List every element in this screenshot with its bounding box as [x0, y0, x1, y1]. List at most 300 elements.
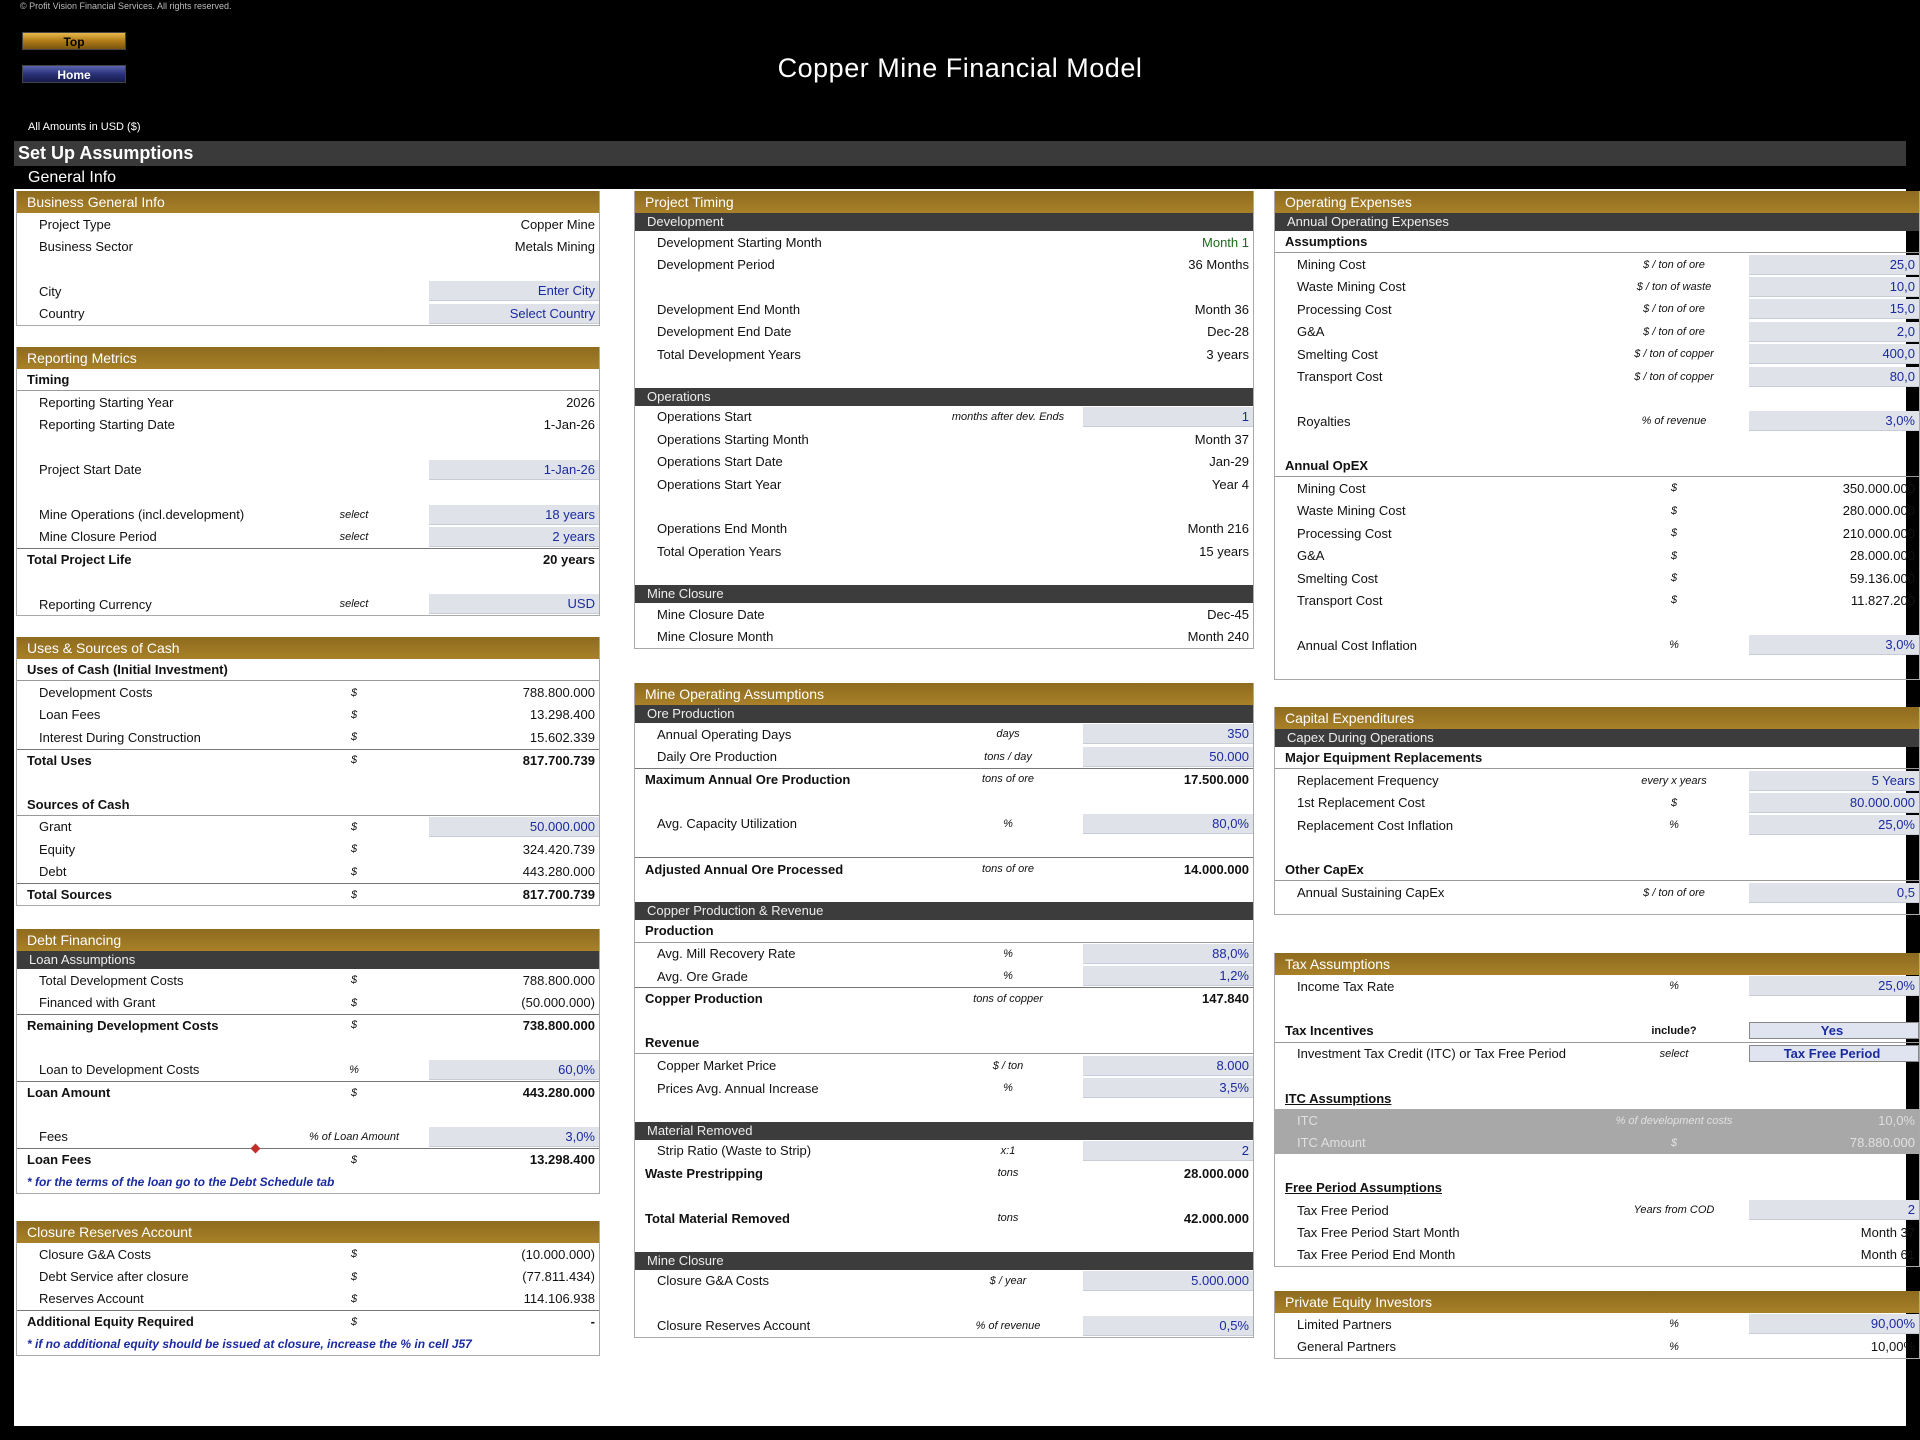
- row-label: 1st Replacement Cost: [1297, 795, 1425, 811]
- replacement-cost-input[interactable]: 80.000.000: [1749, 793, 1919, 813]
- row-label: Closure Reserves Account: [657, 1318, 811, 1334]
- table-row: [635, 987, 1253, 1009]
- table-row: [635, 625, 1253, 647]
- table-row: [17, 659, 599, 681]
- recovery-input[interactable]: 88,0%: [1083, 944, 1253, 964]
- row-label: G&A: [1297, 548, 1325, 564]
- row-label: Avg. Capacity Utilization: [657, 816, 797, 832]
- row-label: Tax Free Period Start Month: [1297, 1224, 1460, 1240]
- row-label: Tax Free Period End Month: [1297, 1247, 1456, 1263]
- row-label: Strip Ratio (Waste to Strip): [657, 1143, 812, 1159]
- closure-reserves-input[interactable]: 0,5%: [1083, 1316, 1253, 1336]
- mine-ops-select[interactable]: 18 years: [429, 505, 599, 525]
- table-row: [17, 503, 599, 525]
- row-label: Other CapEx: [1285, 862, 1364, 878]
- mining-cost-input[interactable]: 25,0: [1749, 255, 1919, 275]
- row-label: Replacement Cost Inflation: [1297, 817, 1454, 833]
- section-title: Set Up Assumptions: [14, 141, 1906, 166]
- processing-cost-input[interactable]: 15,0: [1749, 299, 1919, 319]
- home-button[interactable]: Home: [22, 65, 126, 83]
- table-row: [635, 451, 1253, 473]
- table-row: [635, 1032, 1253, 1054]
- row-label: Operations Start: [657, 409, 752, 425]
- table-subheader: Annual Operating Expenses: [1275, 213, 1919, 231]
- table-header: Tax Assumptions: [1275, 953, 1919, 975]
- table-subheader: Development: [635, 213, 1253, 231]
- project-start-input[interactable]: 1-Jan-26: [429, 460, 599, 480]
- copper-price-input[interactable]: 8.000: [1083, 1056, 1253, 1076]
- row-value: 17.500.000: [1183, 771, 1249, 787]
- row-value: 3 years: [1206, 346, 1249, 362]
- tax-table: [1274, 953, 1920, 1267]
- project-timing-table: [634, 191, 1254, 649]
- row-label: Smelting Cost: [1297, 346, 1378, 362]
- tax-incentive-select[interactable]: Yes: [1749, 1022, 1919, 1039]
- row-unit: $: [350, 1248, 358, 1261]
- row-value: 20 years: [542, 552, 595, 568]
- income-tax-input[interactable]: 25,0%: [1749, 976, 1919, 996]
- row-value: Dec-28: [1207, 324, 1249, 340]
- row-label: Mining Cost: [1297, 480, 1366, 496]
- ore-grade-input[interactable]: 1,2%: [1083, 966, 1253, 986]
- table-row: [17, 726, 599, 748]
- row-value: 15 years: [1199, 543, 1249, 559]
- table-row: [635, 406, 1253, 428]
- row-label: Total Development Costs: [39, 972, 184, 988]
- sustaining-capex-input[interactable]: 0,5: [1749, 883, 1919, 903]
- amounts-note: All Amounts in USD ($): [28, 121, 141, 133]
- closure-ga-input[interactable]: 5.000.000: [1083, 1271, 1253, 1291]
- row-label: Income Tax Rate: [1297, 978, 1395, 994]
- country-select[interactable]: Select Country: [429, 304, 599, 324]
- table-header: Uses & Sources of Cash: [17, 637, 599, 659]
- table-row: [1275, 1020, 1919, 1042]
- row-unit: $ / ton of ore: [1643, 886, 1705, 899]
- row-label: Free Period Assumptions: [1285, 1180, 1442, 1196]
- limited-partners-input[interactable]: 90,00%: [1749, 1314, 1919, 1334]
- table-row: [635, 723, 1253, 745]
- row-value: Month 37: [1194, 431, 1249, 447]
- table-row: [17, 235, 599, 257]
- table-row: [635, 1314, 1253, 1336]
- table-row: [1275, 1221, 1919, 1243]
- table-row: [635, 231, 1253, 253]
- row-value: Copper Mine: [520, 216, 595, 232]
- row-value: Jan-29: [1209, 454, 1249, 470]
- row-unit: $: [350, 996, 358, 1009]
- row-unit: every x years: [1641, 774, 1707, 787]
- row-unit: $: [1670, 527, 1678, 540]
- row-label: Processing Cost: [1297, 525, 1392, 541]
- table-subheader: Material Removed: [635, 1122, 1253, 1140]
- row-value: 280.000.000: [1842, 503, 1915, 519]
- currency-select[interactable]: USD: [429, 594, 599, 614]
- table-row: [17, 1265, 599, 1287]
- row-unit: $: [350, 865, 358, 878]
- row-unit: months after dev. Ends: [951, 410, 1065, 423]
- table-row: [1275, 1313, 1919, 1335]
- row-unit: $: [350, 1153, 358, 1166]
- row-unit: select: [339, 598, 369, 611]
- row-label: Prices Avg. Annual Increase: [657, 1080, 819, 1096]
- row-label: Copper Production: [645, 991, 763, 1007]
- table-row: [1275, 1087, 1919, 1109]
- table-row: [17, 1126, 599, 1148]
- table-row: [17, 749, 599, 771]
- inflation-input[interactable]: 3,0%: [1749, 635, 1919, 655]
- row-unit: tons: [997, 1167, 1019, 1180]
- row-value: 114.106.938: [523, 1291, 595, 1307]
- table-row: [1275, 544, 1919, 566]
- row-label: Debt: [39, 864, 67, 880]
- row-value: Month 37: [1860, 1224, 1915, 1240]
- table-row: [17, 969, 599, 991]
- daily-ore-input[interactable]: 50.000: [1083, 747, 1253, 767]
- row-label: Operations Start Date: [657, 454, 783, 470]
- row-value: 788.800.000: [522, 972, 595, 988]
- table-subheader: Ore Production: [635, 705, 1253, 723]
- waste-cost-input[interactable]: 10,0: [1749, 277, 1919, 297]
- row-label: Operations Start Year: [657, 476, 782, 492]
- top-button[interactable]: Top: [22, 32, 126, 50]
- business-info-table: [16, 191, 600, 326]
- table-row: [635, 1140, 1253, 1162]
- private-equity-table: [1274, 1291, 1920, 1359]
- fees-input[interactable]: 3,0%: [429, 1127, 599, 1147]
- transport-cost-input[interactable]: 80,0: [1749, 367, 1919, 387]
- row-unit: Years from COD: [1633, 1204, 1715, 1217]
- table-row: [635, 813, 1253, 835]
- row-unit: %: [1669, 819, 1679, 832]
- row-value: 15.602.339: [529, 729, 595, 745]
- row-label: Assumptions: [1285, 234, 1368, 250]
- row-value: 14.000.000: [1183, 861, 1249, 877]
- row-unit: select: [1659, 1047, 1689, 1060]
- row-value: 147.840: [1202, 991, 1249, 1007]
- row-unit: tons of copper: [973, 992, 1043, 1005]
- table-row: [1275, 1132, 1919, 1154]
- row-unit: % of revenue: [975, 1319, 1041, 1332]
- row-label: Loan Fees: [39, 707, 101, 723]
- table-row: [1275, 634, 1919, 656]
- city-input[interactable]: Enter City: [429, 281, 599, 301]
- ops-start-input[interactable]: 1: [1083, 407, 1253, 427]
- table-row: [17, 1288, 599, 1310]
- row-label: Replacement Frequency: [1297, 773, 1439, 789]
- table-row: [635, 428, 1253, 450]
- row-label: Waste Prestripping: [645, 1165, 763, 1181]
- table-row: [635, 943, 1253, 965]
- row-value: Year 4: [1211, 476, 1249, 492]
- price-increase-input[interactable]: 3,5%: [1083, 1078, 1253, 1098]
- row-unit: $: [1670, 482, 1678, 495]
- table-row: [635, 965, 1253, 987]
- row-label: Mining Cost: [1297, 257, 1366, 273]
- row-label: Development Costs: [39, 685, 153, 701]
- row-value: (50.000.000): [521, 995, 595, 1011]
- table-row: [17, 793, 599, 815]
- row-unit: $ / ton of ore: [1643, 303, 1705, 316]
- row-label: General Partners: [1297, 1339, 1396, 1355]
- table-row: [1275, 792, 1919, 814]
- row-label: Transport Cost: [1297, 369, 1383, 385]
- smelting-cost-input[interactable]: 400,0: [1749, 344, 1919, 364]
- row-label: ITC Assumptions: [1285, 1090, 1392, 1106]
- grant-input[interactable]: 50.000.000: [429, 817, 599, 837]
- row-label: Total Uses: [27, 752, 92, 768]
- debt-financing-table: [16, 929, 600, 1194]
- row-value: Month 61: [1860, 1247, 1915, 1263]
- table-row: [1275, 859, 1919, 881]
- row-unit: $: [1670, 796, 1678, 809]
- row-label: Country: [39, 306, 85, 322]
- row-value: 78.880.000: [1849, 1135, 1915, 1151]
- table-header: Private Equity Investors: [1275, 1291, 1919, 1313]
- row-value: Month 216: [1187, 521, 1249, 537]
- table-row: [635, 343, 1253, 365]
- ga-input[interactable]: 2,0: [1749, 322, 1919, 342]
- page-title: Copper Mine Financial Model: [777, 53, 1143, 83]
- table-row: [1275, 253, 1919, 275]
- row-label: Daily Ore Production: [657, 749, 777, 765]
- table-row: [17, 1014, 599, 1036]
- row-value: 788.800.000: [522, 685, 595, 701]
- ltd-input[interactable]: 60,0%: [429, 1060, 599, 1080]
- row-unit: days: [996, 728, 1020, 741]
- row-label: Operations Starting Month: [657, 431, 809, 447]
- table-header: Project Timing: [635, 191, 1253, 213]
- row-unit: select: [339, 530, 369, 543]
- table-row: [1275, 477, 1919, 499]
- row-value: (10.000.000): [521, 1246, 595, 1262]
- row-value: 13.298.400: [529, 707, 595, 723]
- strip-ratio-input[interactable]: 2: [1083, 1141, 1253, 1161]
- replacement-inflation-input[interactable]: 25,0%: [1749, 815, 1919, 835]
- table-row: [17, 1059, 599, 1081]
- row-label: Closure G&A Costs: [39, 1246, 151, 1262]
- table-subheader: Mine Closure: [635, 1252, 1253, 1270]
- table-row: [635, 857, 1253, 879]
- row-label: Development End Month: [657, 301, 801, 317]
- row-label: Sources of Cash: [27, 796, 130, 812]
- table-row: [17, 1148, 599, 1170]
- table-row: [635, 1054, 1253, 1076]
- table-row: [635, 518, 1253, 540]
- table-row: [1275, 567, 1919, 589]
- row-value: Metals Mining: [514, 239, 595, 255]
- row-label: Project Start Date: [39, 462, 142, 478]
- table-subheader: Capex During Operations: [1275, 729, 1919, 747]
- row-unit: tons: [997, 1212, 1019, 1224]
- row-label: ITC: [1297, 1113, 1318, 1129]
- table-row: [17, 861, 599, 883]
- row-unit: select: [339, 508, 369, 521]
- row-unit: $: [1670, 572, 1678, 585]
- row-label: Development Period: [657, 257, 775, 273]
- row-unit: tons / day: [984, 750, 1032, 763]
- row-label: Annual Sustaining CapEx: [1297, 885, 1445, 901]
- row-label: Operations End Month: [657, 521, 788, 537]
- row-value: 443.280.000: [522, 1085, 595, 1101]
- debt-note: * for the terms of the loan go to the Debt Schedule tab: [27, 1174, 335, 1189]
- subsection-title: General Info: [14, 166, 1906, 189]
- table-row: [635, 768, 1253, 790]
- row-value: 817.700.739: [522, 752, 595, 768]
- row-value: 10,00%: [1870, 1339, 1915, 1355]
- table-row: [635, 603, 1253, 625]
- table-header: Mine Operating Assumptions: [635, 683, 1253, 705]
- operating-days-input[interactable]: 350: [1083, 724, 1253, 744]
- row-value: 324.420.739: [522, 841, 595, 857]
- row-value: 2026: [566, 395, 595, 411]
- row-label: Timing: [27, 372, 70, 388]
- table-row: [1275, 814, 1919, 836]
- row-unit: % of revenue: [1641, 415, 1707, 428]
- table-header: Operating Expenses: [1275, 191, 1919, 213]
- sheet: [14, 189, 1915, 1426]
- row-label: ITC Amount: [1297, 1135, 1366, 1151]
- table-row: [1275, 343, 1919, 365]
- row-unit: %: [1669, 639, 1679, 652]
- row-value: Month 36: [1194, 301, 1249, 317]
- table-subheader: Copper Production & Revenue: [635, 902, 1253, 920]
- row-unit: $: [350, 974, 358, 987]
- row-label: Additional Equity Required: [27, 1314, 194, 1330]
- row-value: 210.000.000: [1842, 525, 1915, 541]
- table-row: [17, 391, 599, 413]
- row-label: Avg. Ore Grade: [657, 968, 748, 984]
- table-row: [1275, 1335, 1919, 1357]
- row-label: Loan to Development Costs: [39, 1062, 200, 1078]
- table-row: [17, 369, 599, 391]
- row-unit: $: [350, 1292, 358, 1305]
- row-label: Investment Tax Credit (ITC) or Tax Free Period: [1297, 1046, 1567, 1062]
- row-unit: $ / ton of copper: [1634, 348, 1714, 361]
- row-unit: $: [350, 1019, 358, 1032]
- row-value: 36 Months: [1188, 257, 1249, 273]
- table-header: Debt Financing: [17, 929, 599, 951]
- table-row: [1275, 769, 1919, 791]
- table-row: [17, 1310, 599, 1332]
- table-row: [635, 745, 1253, 767]
- closure-select[interactable]: 2 years: [429, 527, 599, 547]
- table-row: [17, 883, 599, 905]
- row-label: Total Project Life: [27, 552, 132, 568]
- row-label: Tax Incentives: [1285, 1023, 1374, 1039]
- table-subheader: Loan Assumptions: [17, 951, 599, 969]
- row-label: Reporting Starting Date: [39, 417, 175, 433]
- itc-rate-input[interactable]: 10,0%: [1749, 1111, 1919, 1131]
- table-row: [17, 816, 599, 838]
- uses-sources-table: [16, 637, 600, 906]
- row-value: Month 1: [1202, 234, 1249, 250]
- table-row: [1275, 321, 1919, 343]
- footer-bar: [0, 1426, 1920, 1440]
- table-row: [1275, 276, 1919, 298]
- row-unit: %: [1669, 1340, 1679, 1353]
- row-label: Transport Cost: [1297, 592, 1383, 608]
- capacity-input[interactable]: 80,0%: [1083, 814, 1253, 834]
- table-row: [17, 838, 599, 860]
- row-label: Major Equipment Replacements: [1285, 750, 1483, 766]
- tax-free-period-input[interactable]: 2: [1749, 1200, 1919, 1220]
- row-unit: %: [1003, 817, 1013, 830]
- row-label: Mine Closure Month: [657, 628, 774, 644]
- row-unit: tons of ore: [982, 863, 1034, 876]
- row-label: Maximum Annual Ore Production: [645, 771, 851, 787]
- royalties-input[interactable]: 3,0%: [1749, 411, 1919, 431]
- table-header: Business General Info: [17, 191, 599, 213]
- closure-reserves-table: [16, 1221, 600, 1356]
- table-subheader: Operations: [635, 388, 1253, 406]
- row-unit: %: [1003, 1082, 1013, 1095]
- row-label: Reserves Account: [39, 1291, 144, 1307]
- row-label: Total Development Years: [657, 346, 801, 362]
- row-label: Reporting Currency: [39, 596, 152, 612]
- table-row: [1275, 410, 1919, 432]
- row-value: Dec-45: [1207, 606, 1249, 622]
- row-unit: %: [1003, 947, 1013, 960]
- row-unit: % of Loan Amount: [308, 1130, 400, 1143]
- row-value: 1-Jan-26: [543, 417, 595, 433]
- row-unit: $ / year: [989, 1274, 1027, 1287]
- table-row: [635, 540, 1253, 562]
- row-unit: $: [350, 820, 358, 833]
- table-row: [635, 473, 1253, 495]
- row-unit: $: [350, 686, 358, 699]
- row-label: Royalties: [1297, 413, 1351, 429]
- operating-expenses-table: [1274, 191, 1920, 680]
- row-value: 11.827.200: [1850, 592, 1915, 608]
- row-label: Business Sector: [39, 239, 133, 255]
- row-unit: $: [350, 708, 358, 721]
- table-row: [17, 526, 599, 548]
- row-unit: $ / ton of ore: [1643, 325, 1705, 338]
- replacement-freq-input[interactable]: 5 Years: [1749, 771, 1919, 791]
- row-label: Copper Market Price: [657, 1058, 777, 1074]
- row-label: Debt Service after closure: [39, 1269, 189, 1285]
- row-label: City: [39, 283, 62, 299]
- row-label: Mine Closure Date: [657, 606, 765, 622]
- row-label: Processing Cost: [1297, 301, 1392, 317]
- table-row: [17, 459, 599, 481]
- table-row: [1275, 500, 1919, 522]
- table-row: [1275, 1177, 1919, 1199]
- row-label: Financed with Grant: [39, 995, 156, 1011]
- row-unit: $: [350, 843, 358, 856]
- table-row: [1275, 1109, 1919, 1131]
- table-row: [1275, 455, 1919, 477]
- table-row: [17, 1243, 599, 1265]
- row-unit: $: [1670, 594, 1678, 607]
- capex-table: [1274, 707, 1920, 915]
- table-row: [1275, 1042, 1919, 1064]
- table-row: [17, 1081, 599, 1103]
- row-label: Interest During Construction: [39, 729, 201, 745]
- mine-operating-table: [634, 683, 1254, 1338]
- table-row: [17, 548, 599, 570]
- row-label: Smelting Cost: [1297, 570, 1378, 586]
- table-row: [17, 280, 599, 302]
- table-row: [17, 991, 599, 1013]
- reporting-metrics-table: [16, 347, 600, 616]
- table-row: [1275, 589, 1919, 611]
- row-unit: $: [350, 1315, 358, 1328]
- row-unit: $: [350, 731, 358, 744]
- itc-select[interactable]: Tax Free Period: [1749, 1045, 1919, 1062]
- row-unit: $ / ton of copper: [1634, 370, 1714, 383]
- table-header: Capital Expenditures: [1275, 707, 1919, 729]
